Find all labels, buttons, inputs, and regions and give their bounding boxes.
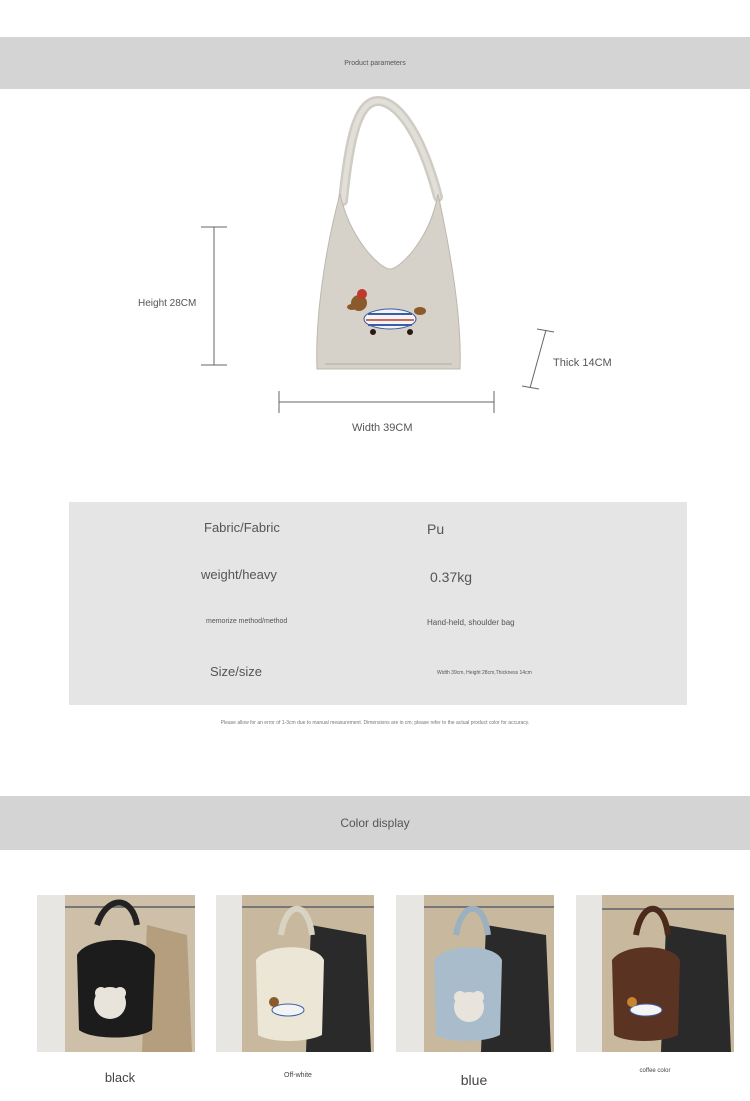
spec-label-weight: weight/heavy (201, 567, 277, 582)
color-thumb-blue[interactable] (396, 895, 554, 1052)
thick-label: Thick 14CM (553, 357, 612, 369)
width-label: Width 39CM (352, 422, 413, 434)
bag-photo-icon (216, 895, 374, 1052)
spec-label-method: memorize method/method (206, 618, 288, 625)
section-title: Color display (340, 816, 410, 830)
spec-table (69, 502, 687, 705)
spec-value-fabric: Pu (427, 521, 445, 537)
spec-value-method: Hand-held, shoulder bag (427, 618, 515, 627)
height-label: Height 28CM (138, 298, 197, 309)
bag-photo-icon (576, 895, 734, 1052)
color-name-coffee: coffee color (639, 1068, 671, 1074)
product-dimension-diagram (0, 89, 750, 449)
bag-photo-icon (396, 895, 554, 1052)
bag-illustration (0, 89, 750, 449)
spec-label-size: Size/size (210, 664, 263, 679)
measurement-note: Please allow for an error of 1-3cm due to manual measurement. Dimensions are in cm; please refer to the actual product color for accuracy. (220, 720, 530, 726)
section-header-product-parameters (0, 37, 750, 89)
section-header-color-display (0, 796, 750, 850)
spec-label-fabric: Fabric/Fabric (204, 520, 280, 535)
bag-photo-icon (37, 895, 195, 1052)
spec-value-size: Width 39cm, Height 28cm,Thickness 14cm (437, 670, 532, 676)
color-thumb-black[interactable] (37, 895, 195, 1052)
spec-value-weight: 0.37kg (430, 569, 473, 585)
color-thumb-coffee[interactable] (576, 895, 734, 1052)
color-name-off-white: Off-white (284, 1072, 312, 1079)
section-title: Product parameters (344, 59, 406, 67)
color-name-blue: blue (460, 1072, 488, 1088)
color-name-black: black (104, 1070, 136, 1085)
color-thumb-off-white[interactable] (216, 895, 374, 1052)
